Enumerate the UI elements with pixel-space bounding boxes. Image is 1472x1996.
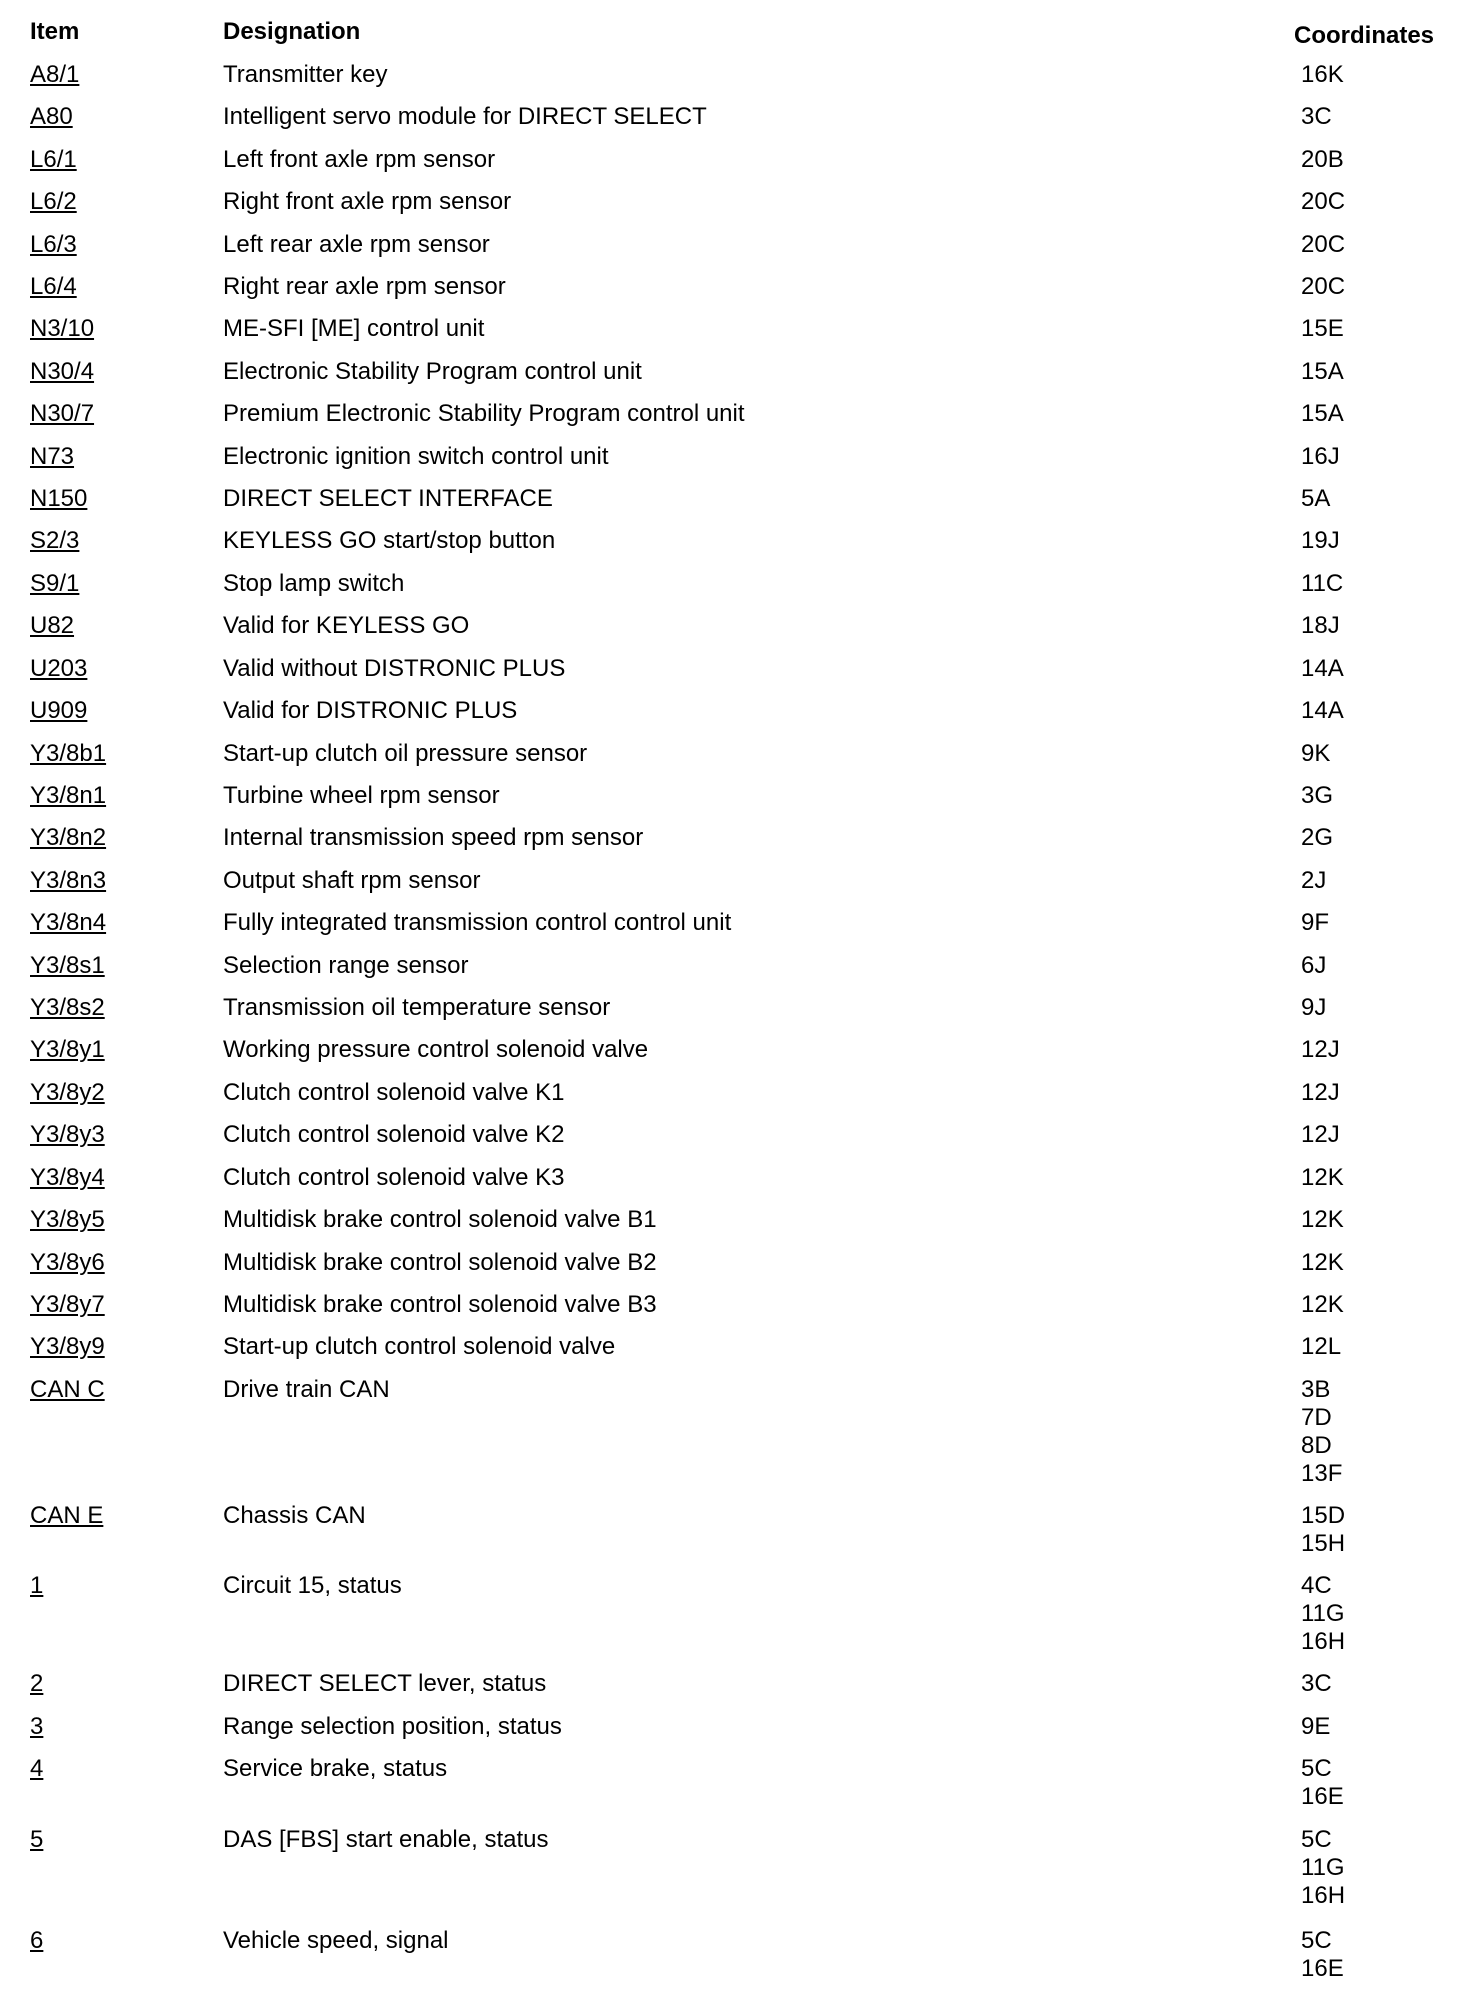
item-coordinates xyxy=(1301,1164,1344,1192)
item-code[interactable]: N30/4 xyxy=(30,358,95,385)
coordinate-value: 12J xyxy=(1301,1036,1340,1063)
item-designation: DIRECT SELECT lever, status xyxy=(223,1670,547,1697)
item-coordinates xyxy=(1301,952,1326,980)
item-code[interactable]: U82 xyxy=(30,612,75,639)
item-coordinates xyxy=(1301,994,1326,1022)
item-coordinates xyxy=(1301,1036,1340,1064)
coordinate-value: 15H xyxy=(1301,1530,1346,1557)
item-coordinates xyxy=(1301,1927,1344,1983)
coordinate-value: 7D xyxy=(1301,1404,1332,1431)
item-code[interactable]: L6/1 xyxy=(30,146,77,173)
item-coordinates xyxy=(1301,1079,1340,1107)
item-coordinates xyxy=(1301,1826,1345,1910)
item-code[interactable]: 4 xyxy=(30,1755,44,1782)
coordinate-value: 11G xyxy=(1301,1854,1345,1881)
item-code[interactable]: Y3/8y2 xyxy=(30,1079,105,1106)
coordinate-value: 16H xyxy=(1301,1628,1346,1655)
coordinate-value: 5A xyxy=(1301,485,1331,512)
coordinate-value: 14A xyxy=(1301,655,1344,682)
item-code[interactable]: 2 xyxy=(30,1670,44,1697)
coordinate-value: 16E xyxy=(1301,1955,1344,1982)
item-coordinates xyxy=(1301,867,1326,895)
item-designation: Right rear axle rpm sensor xyxy=(223,273,506,300)
item-code[interactable]: N150 xyxy=(30,485,88,512)
coordinate-value: 13F xyxy=(1301,1460,1343,1487)
item-coordinates xyxy=(1301,273,1345,301)
item-coordinates xyxy=(1301,1333,1341,1361)
item-code[interactable]: N73 xyxy=(30,443,75,470)
item-coordinates xyxy=(1301,527,1340,555)
item-code[interactable]: L6/2 xyxy=(30,188,77,215)
item-code[interactable]: Y3/8s1 xyxy=(30,952,105,979)
item-designation: Internal transmission speed rpm sensor xyxy=(223,824,644,851)
item-coordinates xyxy=(1301,1572,1345,1656)
coordinate-value: 20C xyxy=(1301,231,1346,258)
coordinate-value: 5C xyxy=(1301,1927,1332,1954)
item-coordinates xyxy=(1301,782,1333,810)
item-code[interactable]: CAN E xyxy=(30,1502,104,1529)
item-code[interactable]: Y3/8n2 xyxy=(30,824,107,851)
header-item: Item xyxy=(30,18,80,45)
item-code[interactable]: L6/4 xyxy=(30,273,77,300)
coordinate-value: 4C xyxy=(1301,1572,1332,1599)
coordinate-value: 18J xyxy=(1301,612,1340,639)
coordinate-value: 15A xyxy=(1301,400,1344,427)
item-code[interactable]: Y3/8y3 xyxy=(30,1121,105,1148)
item-designation: Valid for KEYLESS GO xyxy=(223,612,470,639)
item-code[interactable]: N3/10 xyxy=(30,315,95,342)
item-designation: Left rear axle rpm sensor xyxy=(223,231,490,258)
item-designation: Premium Electronic Stability Program control unit xyxy=(223,400,745,427)
coordinate-value: 11C xyxy=(1301,570,1344,597)
coordinate-value: 3B xyxy=(1301,1376,1331,1403)
item-coordinates xyxy=(1301,358,1344,386)
item-designation: Turbine wheel rpm sensor xyxy=(223,782,500,809)
item-designation: Multidisk brake control solenoid valve B3 xyxy=(223,1291,657,1318)
item-code[interactable]: A80 xyxy=(30,103,73,130)
item-coordinates xyxy=(1301,315,1344,343)
item-coordinates xyxy=(1301,1249,1344,1277)
item-code[interactable]: U203 xyxy=(30,655,88,682)
item-coordinates xyxy=(1301,570,1343,598)
coordinate-value: 20B xyxy=(1301,146,1344,173)
item-code[interactable]: 5 xyxy=(30,1826,44,1853)
item-coordinates xyxy=(1301,909,1329,937)
coordinate-value: 15E xyxy=(1301,315,1344,342)
item-designation: Clutch control solenoid valve K3 xyxy=(223,1164,565,1191)
item-code[interactable]: Y3/8n4 xyxy=(30,909,107,936)
item-code[interactable]: U909 xyxy=(30,697,88,724)
coordinate-value: 12J xyxy=(1301,1121,1340,1148)
item-code[interactable]: 1 xyxy=(30,1572,44,1599)
item-code[interactable]: Y3/8y7 xyxy=(30,1291,105,1318)
coordinate-value: 12J xyxy=(1301,1079,1340,1106)
item-designation: Selection range sensor xyxy=(223,952,469,979)
item-designation: DIRECT SELECT INTERFACE xyxy=(223,485,553,512)
item-code[interactable]: Y3/8b1 xyxy=(30,740,107,767)
item-coordinates xyxy=(1301,1713,1330,1741)
item-designation: Multidisk brake control solenoid valve B2 xyxy=(223,1249,657,1276)
item-code[interactable]: CAN C xyxy=(30,1376,105,1403)
item-designation: Left front axle rpm sensor xyxy=(223,146,496,173)
item-code[interactable]: N30/7 xyxy=(30,400,95,427)
item-coordinates xyxy=(1301,400,1344,428)
item-designation: Stop lamp switch xyxy=(223,570,405,597)
item-designation: Transmission oil temperature sensor xyxy=(223,994,611,1021)
coordinate-value: 12L xyxy=(1301,1333,1342,1360)
item-code[interactable]: 6 xyxy=(30,1927,44,1954)
coordinate-value: 9E xyxy=(1301,1713,1331,1740)
item-code[interactable]: Y3/8y1 xyxy=(30,1036,105,1063)
item-designation: Output shaft rpm sensor xyxy=(223,867,481,894)
item-coordinates xyxy=(1301,146,1344,174)
item-coordinates xyxy=(1301,103,1332,131)
coordinate-value: 12K xyxy=(1301,1249,1344,1276)
item-code[interactable]: S2/3 xyxy=(30,527,80,554)
item-code[interactable]: Y3/8s2 xyxy=(30,994,105,1021)
item-designation: ME-SFI [ME] control unit xyxy=(223,315,485,342)
item-code[interactable]: Y3/8n1 xyxy=(30,782,107,809)
item-coordinates xyxy=(1301,824,1333,852)
item-designation: Start-up clutch control solenoid valve xyxy=(223,1333,616,1360)
item-coordinates xyxy=(1301,740,1330,768)
item-coordinates xyxy=(1301,697,1344,725)
item-code[interactable]: S9/1 xyxy=(30,570,80,597)
coordinate-value: 20C xyxy=(1301,273,1346,300)
item-coordinates xyxy=(1301,1755,1344,1811)
item-designation: Service brake, status xyxy=(223,1755,448,1782)
item-code[interactable]: Y3/8n3 xyxy=(30,867,107,894)
item-coordinates xyxy=(1301,61,1344,89)
coordinate-value: 12K xyxy=(1301,1164,1344,1191)
item-coordinates xyxy=(1301,231,1345,259)
coordinate-value: 3G xyxy=(1301,782,1334,809)
item-designation: Chassis CAN xyxy=(223,1502,366,1529)
coordinate-value: 8D xyxy=(1301,1432,1332,1459)
item-code[interactable]: Y3/8y6 xyxy=(30,1249,105,1276)
item-coordinates xyxy=(1301,612,1340,640)
coordinate-value: 2G xyxy=(1301,824,1334,851)
coordinate-value: 16J xyxy=(1301,443,1340,470)
item-designation: Range selection position, status xyxy=(223,1713,562,1740)
coordinate-value: 12K xyxy=(1301,1206,1344,1233)
coordinate-value: 3C xyxy=(1301,103,1332,130)
coordinate-value: 15D xyxy=(1301,1502,1346,1529)
item-designation: Clutch control solenoid valve K1 xyxy=(223,1079,565,1106)
coordinate-value: 3C xyxy=(1301,1670,1332,1697)
coordinate-value: 6J xyxy=(1301,952,1327,979)
coordinate-value: 19J xyxy=(1301,527,1340,554)
coordinate-value: 9K xyxy=(1301,740,1331,767)
item-coordinates xyxy=(1301,1291,1344,1319)
coordinate-value: 11G xyxy=(1301,1600,1345,1627)
coordinate-value: 14A xyxy=(1301,697,1344,724)
item-coordinates xyxy=(1301,1502,1345,1558)
item-coordinates xyxy=(1301,1121,1340,1149)
item-designation: Electronic Stability Program control unit xyxy=(223,358,642,385)
coordinate-value: 5C xyxy=(1301,1755,1332,1782)
item-designation: Multidisk brake control solenoid valve B1 xyxy=(223,1206,657,1233)
item-coordinates xyxy=(1301,1670,1332,1698)
item-designation: DAS [FBS] start enable, status xyxy=(223,1826,549,1853)
coordinate-value: 5C xyxy=(1301,1826,1332,1853)
item-coordinates xyxy=(1301,485,1330,513)
item-designation: Start-up clutch oil pressure sensor xyxy=(223,740,588,767)
item-coordinates xyxy=(1301,443,1340,471)
item-designation: Valid without DISTRONIC PLUS xyxy=(223,655,566,682)
item-coordinates xyxy=(1301,655,1344,683)
item-designation: Fully integrated transmission control control unit xyxy=(223,909,732,936)
coordinate-value: 15A xyxy=(1301,358,1344,385)
item-designation: Right front axle rpm sensor xyxy=(223,188,512,215)
item-designation: Electronic ignition switch control unit xyxy=(223,443,609,470)
coordinate-value: 9F xyxy=(1301,909,1330,936)
item-code[interactable]: Y3/8y5 xyxy=(30,1206,105,1233)
item-coordinates xyxy=(1301,1376,1342,1488)
item-designation: Valid for DISTRONIC PLUS xyxy=(223,697,518,724)
coordinate-value: 12K xyxy=(1301,1291,1344,1318)
item-designation: Vehicle speed, signal xyxy=(223,1927,449,1954)
item-designation: Circuit 15, status xyxy=(223,1572,402,1599)
item-code[interactable]: Y3/8y9 xyxy=(30,1333,105,1360)
item-designation: KEYLESS GO start/stop button xyxy=(223,527,556,554)
item-designation: Clutch control solenoid valve K2 xyxy=(223,1121,565,1148)
item-coordinates xyxy=(1301,1206,1344,1234)
item-code[interactable]: 3 xyxy=(30,1713,44,1740)
item-designation: Intelligent servo module for DIRECT SELECT xyxy=(223,103,707,130)
coordinate-value: 16E xyxy=(1301,1783,1344,1810)
coordinate-value: 20C xyxy=(1301,188,1346,215)
item-code[interactable]: A8/1 xyxy=(30,61,80,88)
header-coordinates: Coordinates xyxy=(1294,22,1435,49)
item-coordinates xyxy=(1301,188,1345,216)
item-code[interactable]: Y3/8y4 xyxy=(30,1164,105,1191)
item-designation: Drive train CAN xyxy=(223,1376,390,1403)
item-designation: Transmitter key xyxy=(223,61,388,88)
coordinate-value: 2J xyxy=(1301,867,1327,894)
item-code[interactable]: L6/3 xyxy=(30,231,77,258)
coordinate-value: 9J xyxy=(1301,994,1327,1021)
coordinate-value: 16H xyxy=(1301,1882,1346,1909)
header-designation: Designation xyxy=(223,18,361,45)
coordinate-value: 16K xyxy=(1301,61,1344,88)
item-designation: Working pressure control solenoid valve xyxy=(223,1036,649,1063)
